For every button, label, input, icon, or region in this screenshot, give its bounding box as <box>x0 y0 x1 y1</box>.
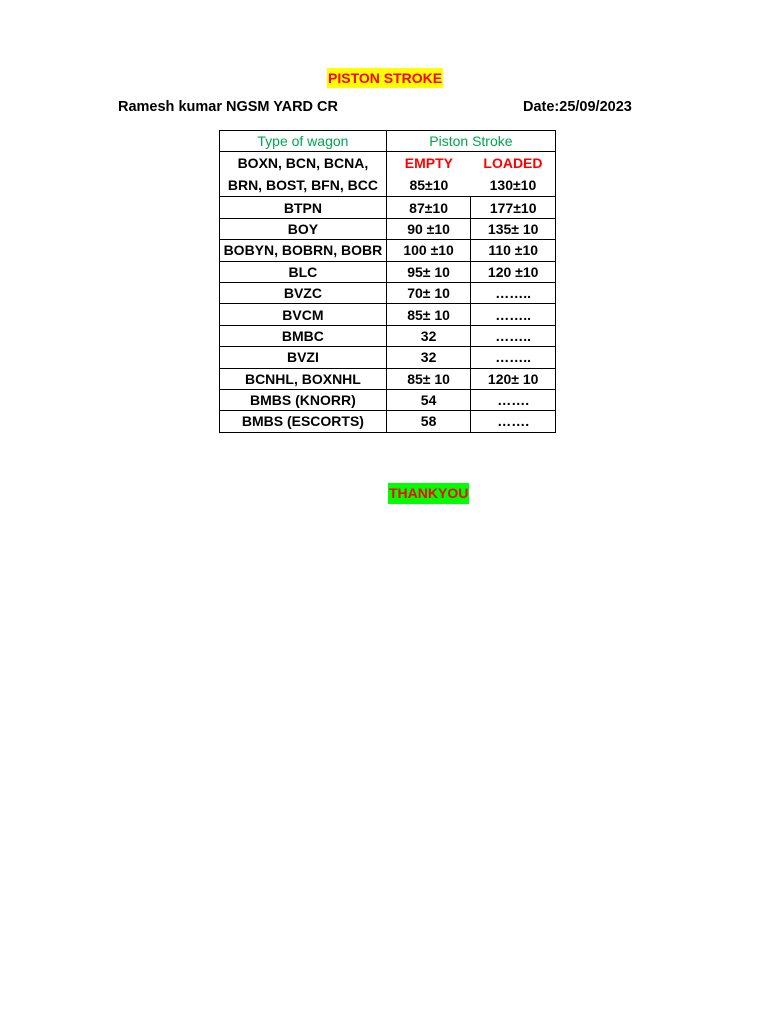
loaded-value-cell: 135± 10 <box>471 218 556 239</box>
piston-stroke-table <box>219 130 556 433</box>
loaded-value-cell: …….. <box>471 282 556 303</box>
empty-value-cell: 32 <box>386 325 471 346</box>
loaded-value-cell: 177±10 <box>471 197 556 218</box>
empty-value-cell: 85± 10 <box>386 304 471 325</box>
wagon-cell: BMBC <box>220 325 387 346</box>
loaded-value-cell: ……. <box>471 411 556 432</box>
wagon-cell: BTPN <box>220 197 387 218</box>
table-row <box>220 347 556 368</box>
table-row <box>220 325 556 346</box>
loaded-value-cell: 120± 10 <box>471 368 556 389</box>
loaded-value-cell: …….. <box>471 347 556 368</box>
table-header-row <box>220 131 556 152</box>
wagon-cell: BVZC <box>220 282 387 303</box>
thank-you-label: THANKYOU <box>388 483 469 504</box>
table-row <box>220 411 556 432</box>
table-row <box>220 240 556 261</box>
table-body <box>220 197 556 432</box>
wagon-cell: BOY <box>220 218 387 239</box>
table-row <box>220 152 556 197</box>
table-row <box>220 197 556 218</box>
empty-value-cell: 70± 10 <box>386 282 471 303</box>
table-row <box>220 282 556 303</box>
table-row <box>220 218 556 239</box>
loaded-value-cell: ……. <box>471 389 556 410</box>
wagon-cell: BOBYN, BOBRN, BOBR <box>220 240 387 261</box>
empty-value-cell: 32 <box>386 347 471 368</box>
wagon-cell: BLC <box>220 261 387 282</box>
empty-value-cell: 90 ±10 <box>386 218 471 239</box>
header-type-of-wagon: Type of wagon <box>220 131 387 152</box>
table-row <box>220 368 556 389</box>
loaded-value-cell: 110 ±10 <box>471 240 556 261</box>
loaded-value: 130±10 <box>489 177 537 194</box>
empty-value-cell: 87±10 <box>386 197 471 218</box>
empty-value-cell: 85± 10 <box>386 368 471 389</box>
loaded-value-cell: 120 ±10 <box>471 261 556 282</box>
wagon-line: BOXN, BCN, BCNA, <box>237 155 369 172</box>
wagon-cell: BVCM <box>220 304 387 325</box>
empty-value-cell: 58 <box>386 411 471 432</box>
wagon-cell: BCNHL, BOXNHL <box>220 368 387 389</box>
empty-value: 85±10 <box>409 177 449 194</box>
date-line: Date:25/09/2023 <box>523 99 632 115</box>
page-title: PISTON STROKE <box>328 70 443 86</box>
table-row <box>220 389 556 410</box>
wagon-cell <box>220 152 387 197</box>
table-row <box>220 261 556 282</box>
loaded-value-cell: …….. <box>471 304 556 325</box>
wagon-cell: BMBS (ESCORTS) <box>220 411 387 432</box>
empty-value-cell: 100 ±10 <box>386 240 471 261</box>
table-row <box>220 304 556 325</box>
empty-value-cell: 95± 10 <box>386 261 471 282</box>
loaded-value-cell: …….. <box>471 325 556 346</box>
loaded-label: LOADED <box>483 155 543 172</box>
wagon-line: BRN, BOST, BFN, BCC <box>227 177 378 194</box>
wagon-cell: BMBS (KNORR) <box>220 389 387 410</box>
header-piston-stroke: Piston Stroke <box>386 131 555 152</box>
wagon-cell: BVZI <box>220 347 387 368</box>
stroke-cell-group <box>386 152 555 197</box>
empty-value-cell: 54 <box>386 389 471 410</box>
empty-label: EMPTY <box>404 155 453 172</box>
author-line: Ramesh kumar NGSM YARD CR <box>118 99 338 115</box>
